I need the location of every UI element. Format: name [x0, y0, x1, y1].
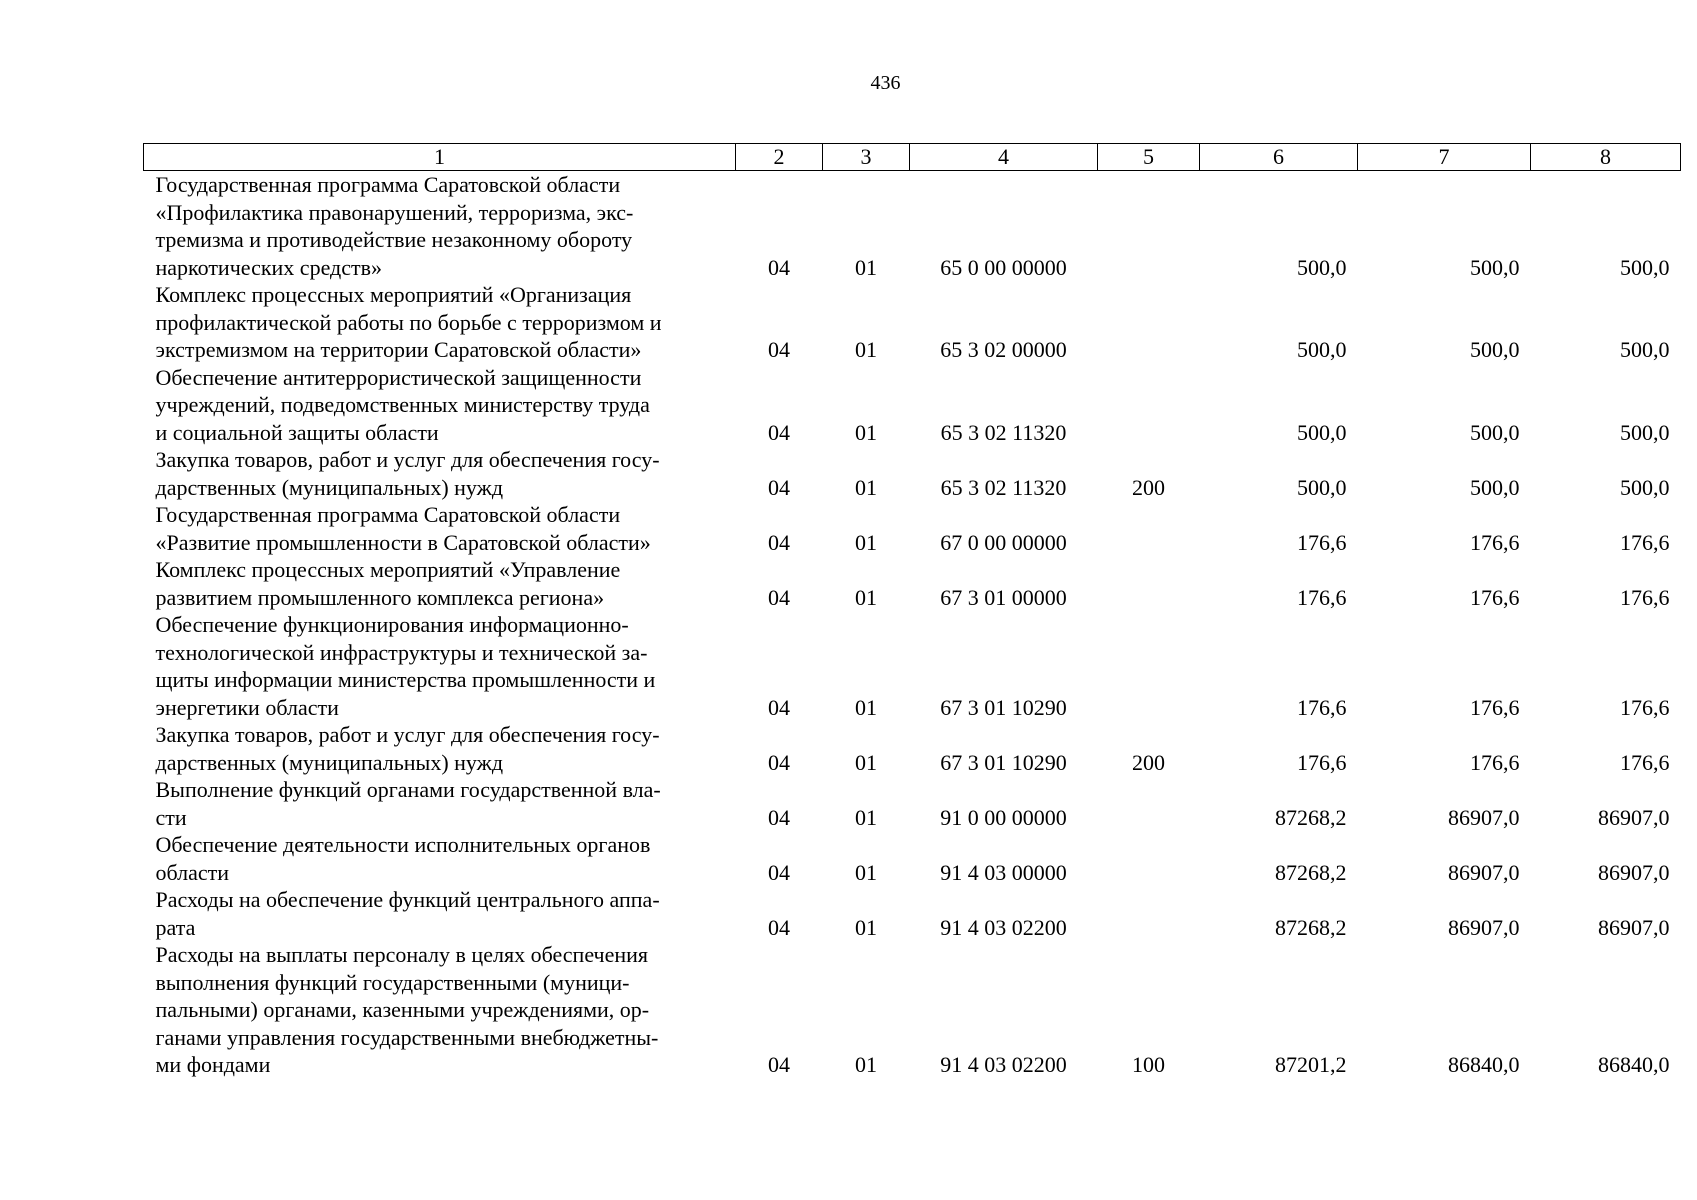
section-code: 04: [768, 529, 790, 555]
description-line: Государственная программа Саратовской области: [155, 172, 621, 197]
amount-col-8: 86907,0: [1598, 914, 1670, 940]
table-row: [144, 364, 1681, 447]
section-code: 04: [768, 914, 790, 940]
description-line: рата: [155, 914, 196, 940]
item-description: [144, 941, 736, 1079]
subsection-code: 01: [855, 529, 877, 555]
target-article-code: 91 0 00 00000: [940, 804, 1067, 830]
description-line: дарственных (муниципальных) нужд: [155, 474, 504, 500]
table-row: [144, 281, 1681, 364]
item-description: [144, 501, 736, 556]
description-line: ганами управления государственными внебюджетны-: [155, 1024, 659, 1050]
item-description: [144, 776, 736, 831]
page-number: 436: [870, 72, 901, 94]
description-line: щиты информации министерства промышленности и: [155, 667, 656, 692]
item-description: [144, 281, 736, 364]
amount-col-7: 500,0: [1470, 337, 1520, 362]
amount-col-6: 87268,2: [1275, 804, 1347, 830]
header-cell-8: 8: [1531, 144, 1681, 171]
target-article-code: 67 3 01 10290: [940, 694, 1067, 720]
subsection-code: 01: [855, 694, 877, 720]
header-cell-1: 1: [144, 144, 736, 171]
budget-table: [143, 143, 1681, 1079]
description-line: дарственных (муниципальных) нужд: [155, 749, 504, 775]
section-code: 04: [768, 859, 790, 885]
description-line: Государственная программа Саратовской области: [155, 502, 621, 527]
description-line: пальными) органами, казенными учреждениями, ор-: [155, 997, 650, 1022]
amount-col-6: 176,6: [1297, 529, 1347, 555]
description-line: Обеспечение антитеррористической защищенности: [155, 364, 642, 390]
amount-col-8: 86907,0: [1598, 804, 1670, 830]
target-article-code: 91 4 03 02200: [940, 914, 1067, 940]
description-line: «Профилактика правонарушений, терроризма, экс-: [155, 199, 634, 225]
header-cell-4: 4: [910, 144, 1098, 171]
amount-col-6: 176,6: [1297, 749, 1347, 775]
item-description: [144, 721, 736, 776]
table-body: [144, 171, 1681, 1079]
description-line: Выполнение функций органами государственной вла-: [155, 777, 661, 802]
expense-type-code: 200: [1132, 474, 1165, 500]
description-line: Расходы на выплаты персоналу в целях обеспечения: [155, 942, 649, 967]
amount-col-8: 500,0: [1620, 254, 1670, 280]
section-code: 04: [768, 694, 790, 720]
amount-col-7: 176,6: [1470, 694, 1520, 720]
expense-type-code: [1098, 776, 1200, 831]
expense-type-code: 200: [1132, 749, 1165, 775]
table-row: [144, 446, 1681, 501]
description-line: энергетики области: [155, 694, 339, 720]
amount-col-7: 86907,0: [1448, 914, 1520, 940]
amount-col-6: 500,0: [1297, 337, 1347, 362]
amount-col-7: 86840,0: [1448, 1052, 1520, 1077]
description-line: Обеспечение функционирования информационно-: [155, 612, 629, 637]
description-line: «Развитие промышленности в Саратовской области»: [155, 529, 651, 555]
description-line: экстремизмом на территории Саратовской области»: [155, 337, 642, 362]
amount-col-6: 87201,2: [1275, 1052, 1347, 1077]
description-line: технологической инфраструктуры и технической за-: [155, 639, 648, 665]
amount-col-8: 176,6: [1620, 584, 1670, 610]
table-row: [144, 556, 1681, 611]
item-description: [144, 364, 736, 447]
table-row: [144, 611, 1681, 721]
expense-type-code: [1098, 611, 1200, 721]
header-cell-7: 7: [1358, 144, 1531, 171]
item-description: [144, 886, 736, 941]
amount-col-8: 176,6: [1620, 529, 1670, 555]
item-description: [144, 446, 736, 501]
section-code: 04: [768, 337, 790, 362]
item-description: [144, 831, 736, 886]
subsection-code: 01: [855, 804, 877, 830]
description-line: наркотических средств»: [155, 254, 383, 280]
amount-col-6: 500,0: [1297, 419, 1347, 445]
target-article-code: 65 0 00 00000: [940, 254, 1067, 280]
description-line: тремизма и противодействие незаконному обороту: [155, 227, 633, 252]
budget-table-container: [143, 143, 1681, 1079]
table-row: [144, 831, 1681, 886]
table-row: [144, 886, 1681, 941]
subsection-code: 01: [855, 914, 877, 940]
subsection-code: 01: [855, 254, 877, 280]
description-line: ми фондами: [155, 1052, 271, 1077]
description-line: области: [155, 859, 230, 885]
expense-type-code: [1098, 364, 1200, 447]
section-code: 04: [768, 749, 790, 775]
expense-type-code: [1098, 556, 1200, 611]
table-row: [144, 171, 1681, 282]
item-description: [144, 611, 736, 721]
description-line: сти: [155, 804, 187, 830]
amount-col-8: 500,0: [1620, 337, 1670, 362]
table-row: [144, 721, 1681, 776]
amount-col-7: 176,6: [1470, 584, 1520, 610]
subsection-code: 01: [855, 419, 877, 445]
expense-type-code: [1098, 281, 1200, 364]
amount-col-8: 176,6: [1620, 694, 1670, 720]
table-row: [144, 776, 1681, 831]
target-article-code: 65 3 02 00000: [940, 337, 1067, 362]
description-line: Обеспечение деятельности исполнительных органов: [155, 832, 651, 857]
amount-col-6: 87268,2: [1275, 859, 1347, 885]
amount-col-7: 500,0: [1470, 474, 1520, 500]
table-row: [144, 501, 1681, 556]
description-line: профилактической работы по борьбе с терроризмом и: [155, 309, 662, 335]
expense-type-code: [1098, 831, 1200, 886]
amount-col-7: 86907,0: [1448, 859, 1520, 885]
header-cell-3: 3: [823, 144, 910, 171]
subsection-code: 01: [855, 1052, 877, 1077]
amount-col-7: 176,6: [1470, 749, 1520, 775]
description-line: Комплекс процессных мероприятий «Управление: [155, 557, 621, 582]
subsection-code: 01: [855, 474, 877, 500]
amount-col-6: 176,6: [1297, 694, 1347, 720]
subsection-code: 01: [855, 749, 877, 775]
amount-col-8: 86840,0: [1598, 1052, 1670, 1077]
header-row: [144, 144, 1681, 171]
description-line: Комплекс процессных мероприятий «Организация: [155, 282, 632, 307]
target-article-code: 65 3 02 11320: [940, 474, 1067, 500]
description-line: и социальной защиты области: [155, 419, 439, 445]
amount-col-8: 500,0: [1620, 419, 1670, 445]
header-cell-5: 5: [1098, 144, 1200, 171]
subsection-code: 01: [855, 859, 877, 885]
section-code: 04: [768, 254, 790, 280]
target-article-code: 65 3 02 11320: [940, 419, 1067, 445]
section-code: 04: [768, 584, 790, 610]
table-row: [144, 941, 1681, 1079]
item-description: [144, 171, 736, 282]
amount-col-8: 500,0: [1620, 474, 1670, 500]
amount-col-6: 87268,2: [1275, 914, 1347, 940]
amount-col-8: 86907,0: [1598, 859, 1670, 885]
description-line: учреждений, подведомственных министерству труда: [155, 392, 650, 417]
description-line: выполнения функций государственными (муници-: [155, 969, 630, 995]
description-line: Закупка товаров, работ и услуг для обеспечения госу-: [155, 447, 660, 472]
section-code: 04: [768, 1052, 790, 1077]
header-cell-6: 6: [1200, 144, 1358, 171]
expense-type-code: 100: [1132, 1052, 1165, 1077]
amount-col-7: 176,6: [1470, 529, 1520, 555]
expense-type-code: [1098, 886, 1200, 941]
amount-col-6: 500,0: [1297, 474, 1347, 500]
subsection-code: 01: [855, 337, 877, 362]
expense-type-code: [1098, 171, 1200, 282]
item-description: [144, 556, 736, 611]
target-article-code: 91 4 03 02200: [940, 1052, 1067, 1077]
amount-col-8: 176,6: [1620, 749, 1670, 775]
header-cell-2: 2: [736, 144, 823, 171]
section-code: 04: [768, 474, 790, 500]
description-line: Закупка товаров, работ и услуг для обеспечения госу-: [155, 722, 660, 747]
amount-col-7: 500,0: [1470, 254, 1520, 280]
target-article-code: 67 3 01 00000: [940, 584, 1067, 610]
amount-col-6: 500,0: [1297, 254, 1347, 280]
description-line: развитием промышленного комплекса региона»: [155, 584, 605, 610]
target-article-code: 91 4 03 00000: [940, 859, 1067, 885]
description-line: Расходы на обеспечение функций центрального аппа-: [155, 887, 660, 912]
subsection-code: 01: [855, 584, 877, 610]
amount-col-7: 500,0: [1470, 419, 1520, 445]
target-article-code: 67 3 01 10290: [940, 749, 1067, 775]
amount-col-6: 176,6: [1297, 584, 1347, 610]
target-article-code: 67 0 00 00000: [940, 529, 1067, 555]
expense-type-code: [1098, 501, 1200, 556]
section-code: 04: [768, 804, 790, 830]
section-code: 04: [768, 419, 790, 445]
amount-col-7: 86907,0: [1448, 804, 1520, 830]
